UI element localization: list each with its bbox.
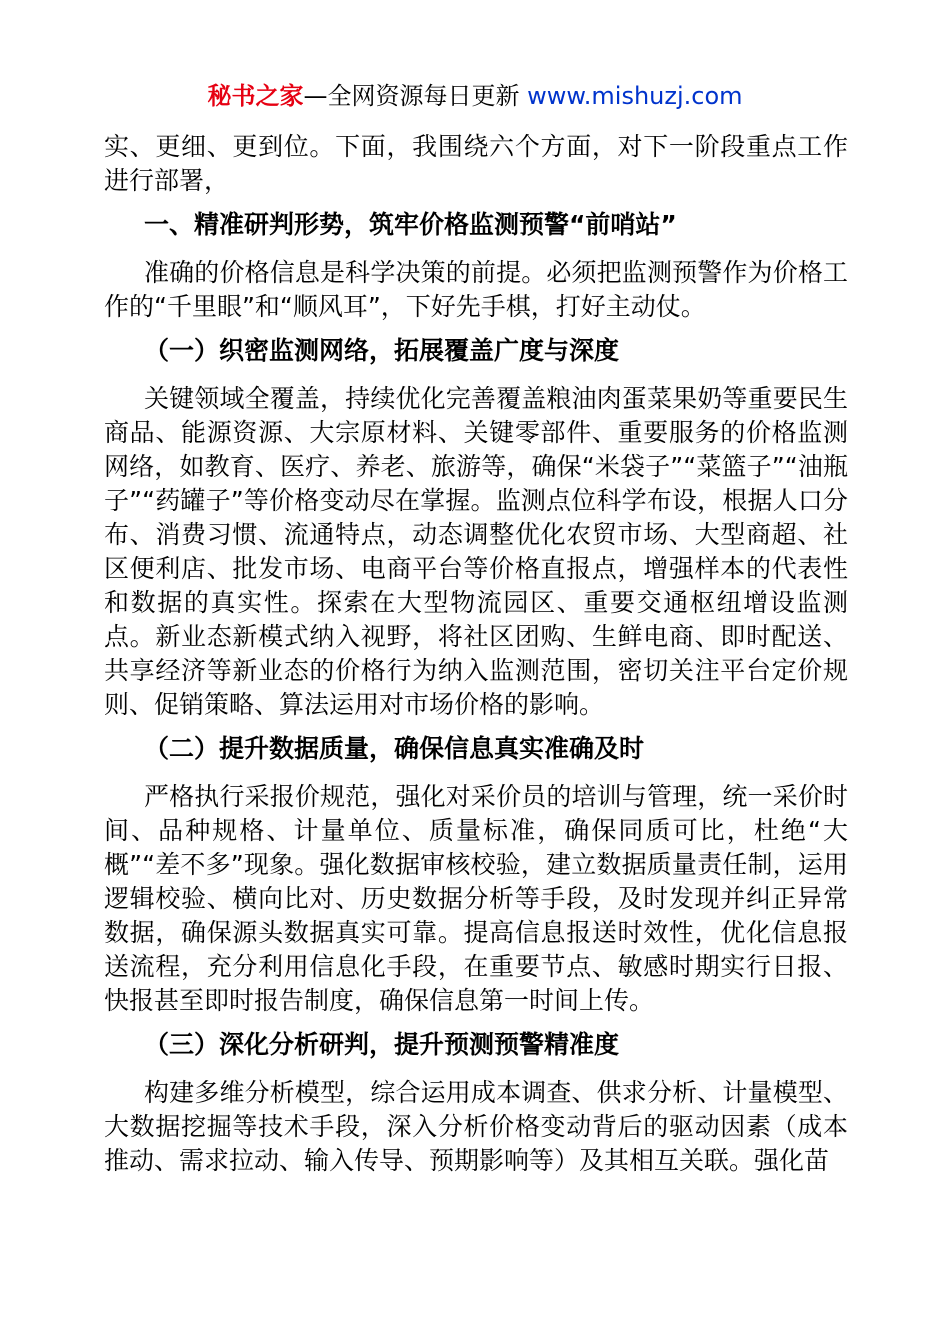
intro-paragraph: 实、更细、更到位。下面，我围绕六个方面，对下一阶段重点工作进行部署， (104, 132, 848, 195)
site-header (0, 80, 950, 112)
section-heading-1: 一、精准研判形势，筑牢价格监测预警“前哨站” (144, 210, 677, 239)
subsection-3-paragraph: 构建多维分析模型，综合运用成本调查、供求分析、计量模型、大数据挖掘等技术手段，深入分析价格变动背后的驱动因素（成本推动、需求拉动、输入传导、预期影响等）及其相互关联。强化苗 (104, 1078, 848, 1175)
header-tagline: —全网资源每日更新 (303, 82, 520, 110)
section-1-paragraph: 准确的价格信息是科学决策的前提。必须把监测预警作为价格工作的“千里眼”和“顺风耳”，下好先手棋，打好主动仗。 (104, 258, 848, 321)
subsection-2-paragraph: 严格执行采报价规范，强化对采价员的培训与管理，统一采价时间、品种规格、计量单位、质量标准，确保同质可比，杜绝“大概”“差不多”现象。强化数据审核校验，建立数据质量责任制，运用逻辑校验、横向比对、历史数据分析等手段，及时发现并纠正异常数据，确保源头数据真实可靠。提高信息报送时效性，优化信息报送流程，充分利用信息化手段，在重要节点、敏感时期实行日报、快报甚至即时报告制度，确保信息第一时间上传。 (104, 782, 848, 1015)
subsection-1-paragraph: 关键领域全覆盖，持续优化完善覆盖粮油肉蛋菜果奶等重要民生商品、能源资源、大宗原材料、关键零部件、重要服务的价格监测网络，如教育、医疗、养老、旅游等，确保“米袋子”“菜篮子”“油瓶子”“药罐子”等价格变动尽在掌握。监测点位科学布设，根据人口分布、消费习惯、流通特点，动态调整优化农贸市场、大型商超、社区便利店、批发市场、电商平台等价格直报点，增强样本的代表性和数据的真实性。探索在大型物流园区、重要交通枢纽增设监测点。新业态新模式纳入视野，将社区团购、生鲜电商、即时配送、共享经济等新业态的价格行为纳入监测范围，密切关注平台定价规则、促销策略、算法运用对市场价格的影响。 (104, 384, 848, 719)
brand-name: 秘书之家 (207, 82, 304, 110)
subsection-heading-1: （一）织密监测网络，拓展覆盖广度与深度 (144, 336, 620, 365)
site-url-link[interactable]: www.mishuzj.com (519, 82, 743, 110)
subsection-heading-3: （三）深化分析研判，提升预测预警精准度 (144, 1030, 620, 1059)
document-body (104, 130, 848, 1182)
subsection-heading-2: （二）提升数据质量，确保信息真实准确及时 (144, 734, 645, 763)
